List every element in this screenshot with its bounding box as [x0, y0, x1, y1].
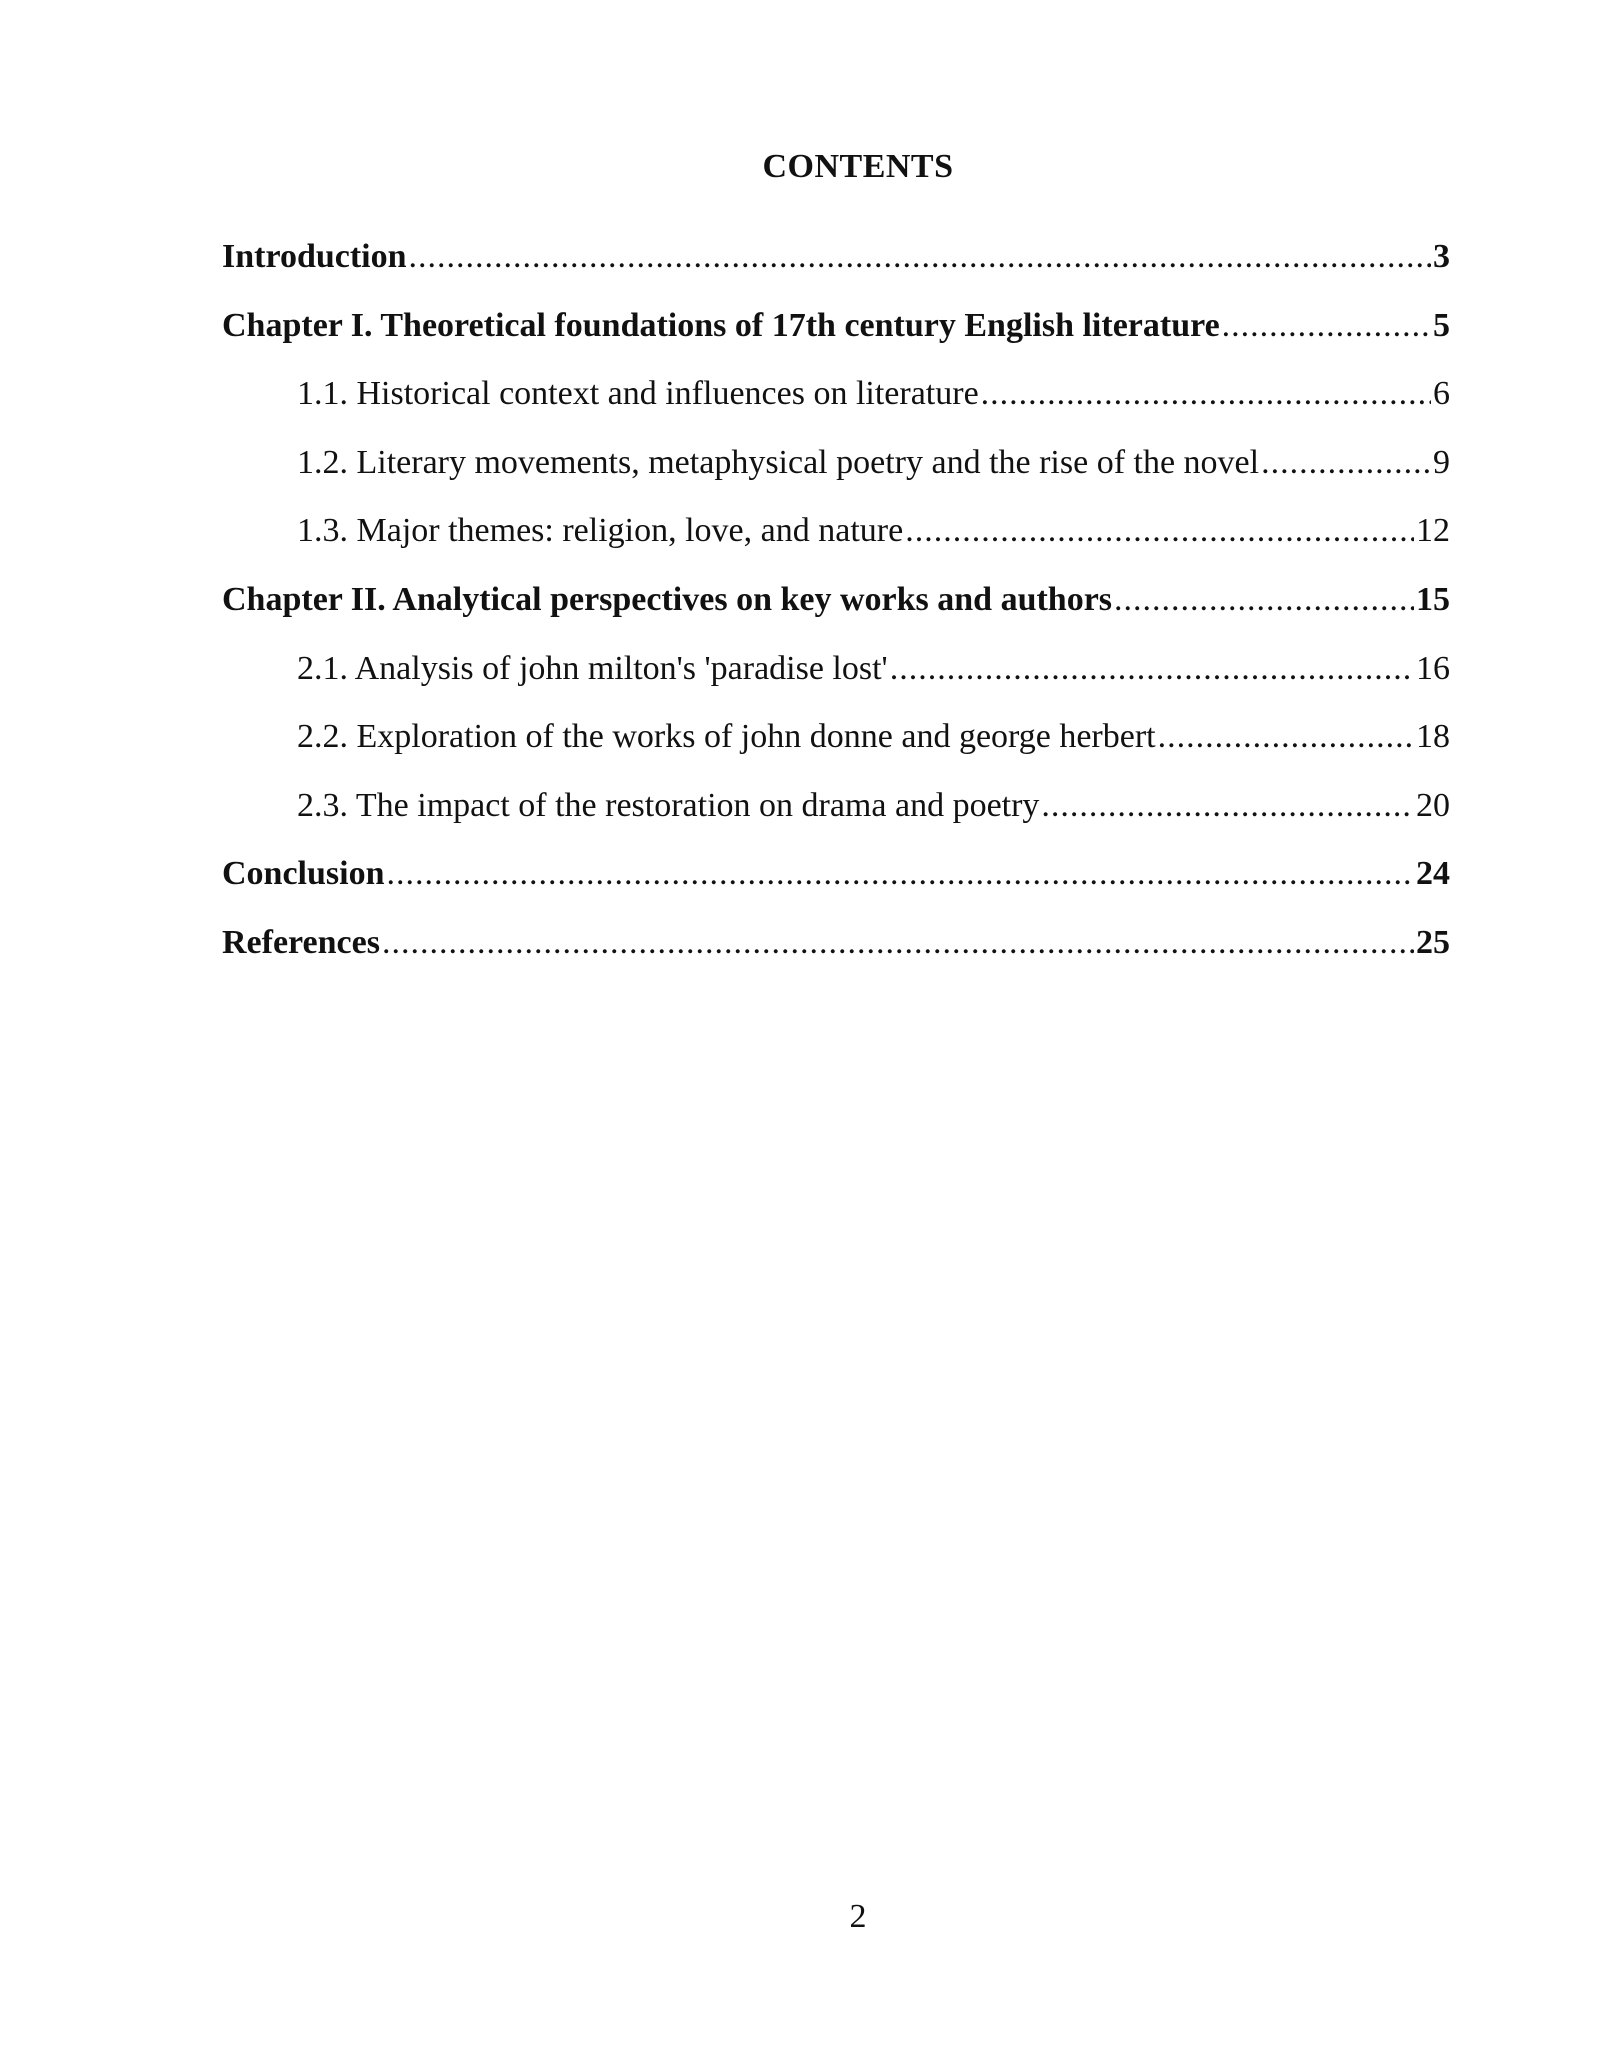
toc-dot-leader	[382, 924, 1414, 962]
toc-entry-label: Introduction	[222, 238, 407, 275]
toc-entry-page: 3	[1433, 238, 1450, 275]
toc-entry-conclusion[interactable]	[222, 855, 1450, 924]
toc-entry-chapter-1[interactable]	[222, 307, 1450, 376]
toc-entry-label: References	[222, 923, 380, 961]
toc-entry-label: Chapter II. Analytical perspectives on key works and authors	[222, 580, 1113, 618]
toc-dot-leader	[1261, 444, 1431, 482]
toc-dot-leader	[1158, 718, 1414, 756]
toc-entry-page: 24	[1416, 855, 1450, 893]
toc-entry-page: 20	[1416, 786, 1450, 824]
toc-entry-label: 1.2. Literary movements, metaphysical poetry and the rise of the novel	[297, 443, 1260, 481]
toc-entry-label: 2.3. The impact of the restoration on drama and poetry	[297, 786, 1040, 824]
toc-entry-section-1-3[interactable]	[222, 512, 1450, 581]
toc-entry-references[interactable]	[222, 924, 1450, 993]
toc-entry-page: 5	[1433, 306, 1450, 344]
toc-entry-page: 9	[1433, 443, 1450, 481]
toc-entry-label: 2.2. Exploration of the works of john donne and george herbert	[297, 718, 1156, 756]
toc-entry-section-2-1[interactable]	[222, 650, 1450, 719]
toc-dot-leader	[905, 512, 1414, 550]
toc-entry-section-2-3[interactable]	[222, 787, 1450, 856]
toc-entry-page: 25	[1416, 923, 1450, 961]
toc-entry-label: 1.3. Major themes: religion, love, and nature	[297, 512, 904, 550]
toc-entry-label: 2.1. Analysis of john milton's 'paradise lost'	[297, 649, 888, 687]
page-number: 2	[849, 1898, 867, 1935]
toc-entry-page: 18	[1416, 718, 1450, 756]
toc-entry-page: 16	[1416, 649, 1450, 687]
toc-dot-leader	[981, 375, 1431, 413]
toc-entry-section-1-2[interactable]	[222, 444, 1450, 513]
table-of-contents	[222, 238, 1450, 993]
toc-entry-label: Chapter I. Theoretical foundations of 17th century English literature	[222, 306, 1220, 344]
toc-dot-leader	[409, 238, 1431, 276]
toc-dot-leader	[1222, 307, 1431, 345]
toc-dot-leader	[387, 855, 1415, 893]
toc-dot-leader	[1114, 581, 1414, 619]
toc-entry-page: 15	[1416, 580, 1450, 618]
page-title: CONTENTS	[762, 148, 954, 185]
toc-entry-introduction[interactable]	[222, 238, 1450, 307]
toc-entry-section-1-1[interactable]	[222, 375, 1450, 444]
toc-dot-leader	[1041, 787, 1414, 825]
toc-entry-section-2-2[interactable]	[222, 718, 1450, 787]
toc-entry-page: 6	[1433, 375, 1450, 413]
toc-entry-chapter-2[interactable]	[222, 581, 1450, 650]
toc-dot-leader	[890, 650, 1414, 688]
toc-entry-label: Conclusion	[222, 855, 385, 893]
toc-entry-label: 1.1. Historical context and influences on literature	[297, 375, 979, 413]
toc-entry-page: 12	[1416, 512, 1450, 550]
